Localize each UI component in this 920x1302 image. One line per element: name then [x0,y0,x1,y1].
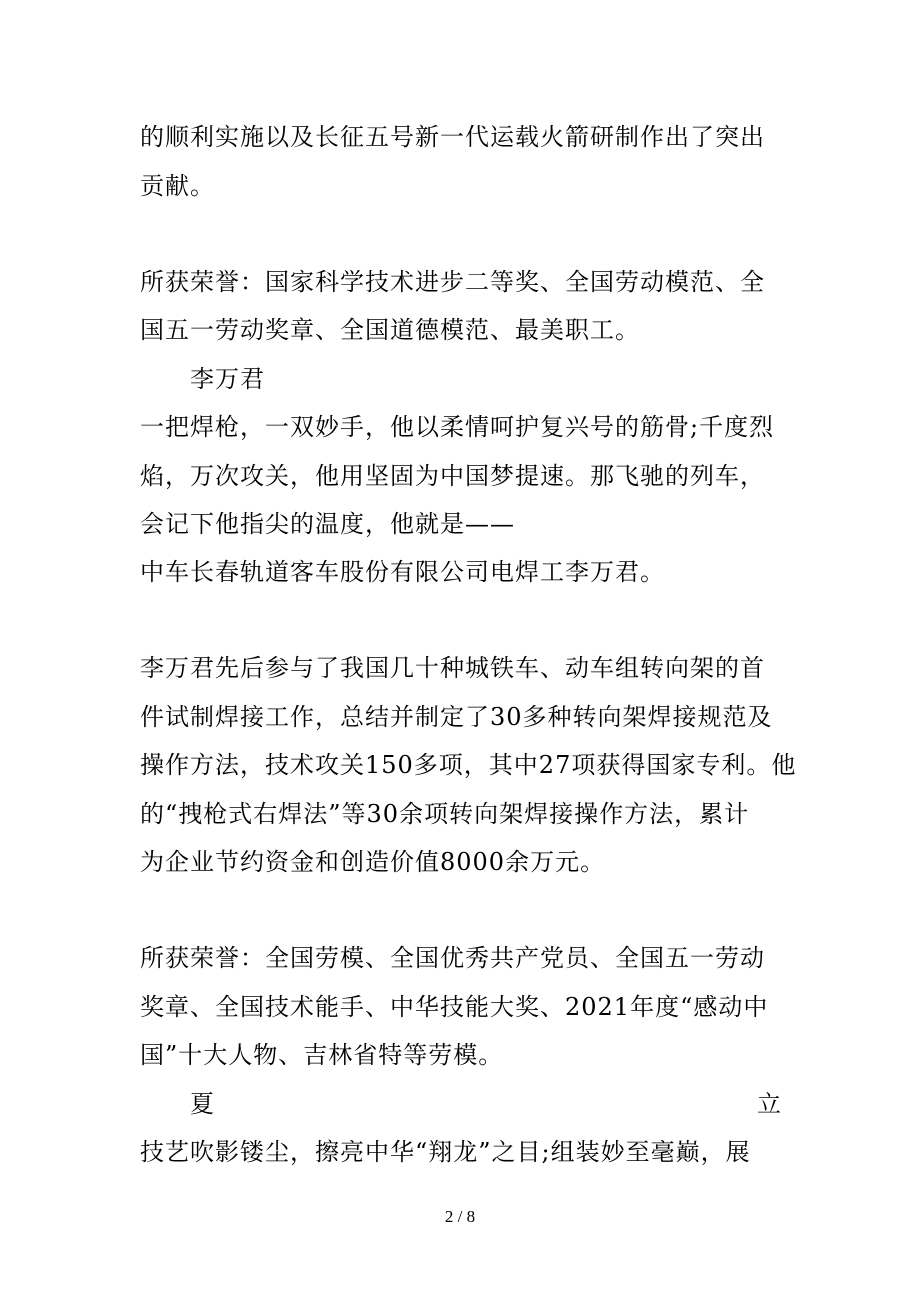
text-line: 焰，万次攻关，他用坚固为中国梦提速。那飞驰的列车， [140,462,765,490]
text-line: 件试制焊接工作，总结并制定了30多种转向架焊接规范及 [140,703,773,731]
text-line: 的顺利实施以及长征五号新一代运载火箭研制作出了突出 [140,123,765,151]
person-name-last-char: 立 [757,1090,781,1118]
person-name-first-char: 夏 [190,1090,215,1118]
text-line: 贡献。 [140,172,215,200]
person-name: 李万君 [190,365,265,393]
text-line: 所获荣誉：全国劳模、全国优秀共产党员、全国五一劳动 [140,944,765,972]
text-line: 一把焊枪，一双妙手，他以柔情呵护复兴号的筋骨;千度烈 [140,413,775,441]
text-line: 的“拽枪式右焊法”等30余项转向架焊接操作方法，累计 [140,800,750,828]
page-number: 2 / 8 [444,1207,476,1226]
text-line: 国五一劳动奖章、全国道德模范、最美职工。 [140,316,640,344]
text-line: 操作方法，技术攻关150多项，其中27项获得国家专利。他 [140,751,797,779]
text-line: 奖章、全国技术能手、中华技能大奖、2021年度“感动中 [140,993,769,1021]
text-line: 所获荣誉：国家科学技术进步二等奖、全国劳动模范、全 [140,268,765,296]
text-line: 会记下他指尖的温度，他就是—— [140,510,515,538]
text-line: 国”十大人物、吉林省特等劳模。 [140,1041,504,1069]
text-line: 技艺吹影镂尘，擦亮中华“翔龙”之目;组装妙至毫巅，展 [140,1138,751,1166]
text-line: 为企业节约资金和创造价值8000余万元。 [140,848,606,876]
text-line: 中车长春轨道客车股份有限公司电焊工李万君。 [140,558,665,586]
text-line: 李万君先后参与了我国几十种城铁车、动车组转向架的首 [140,654,765,682]
